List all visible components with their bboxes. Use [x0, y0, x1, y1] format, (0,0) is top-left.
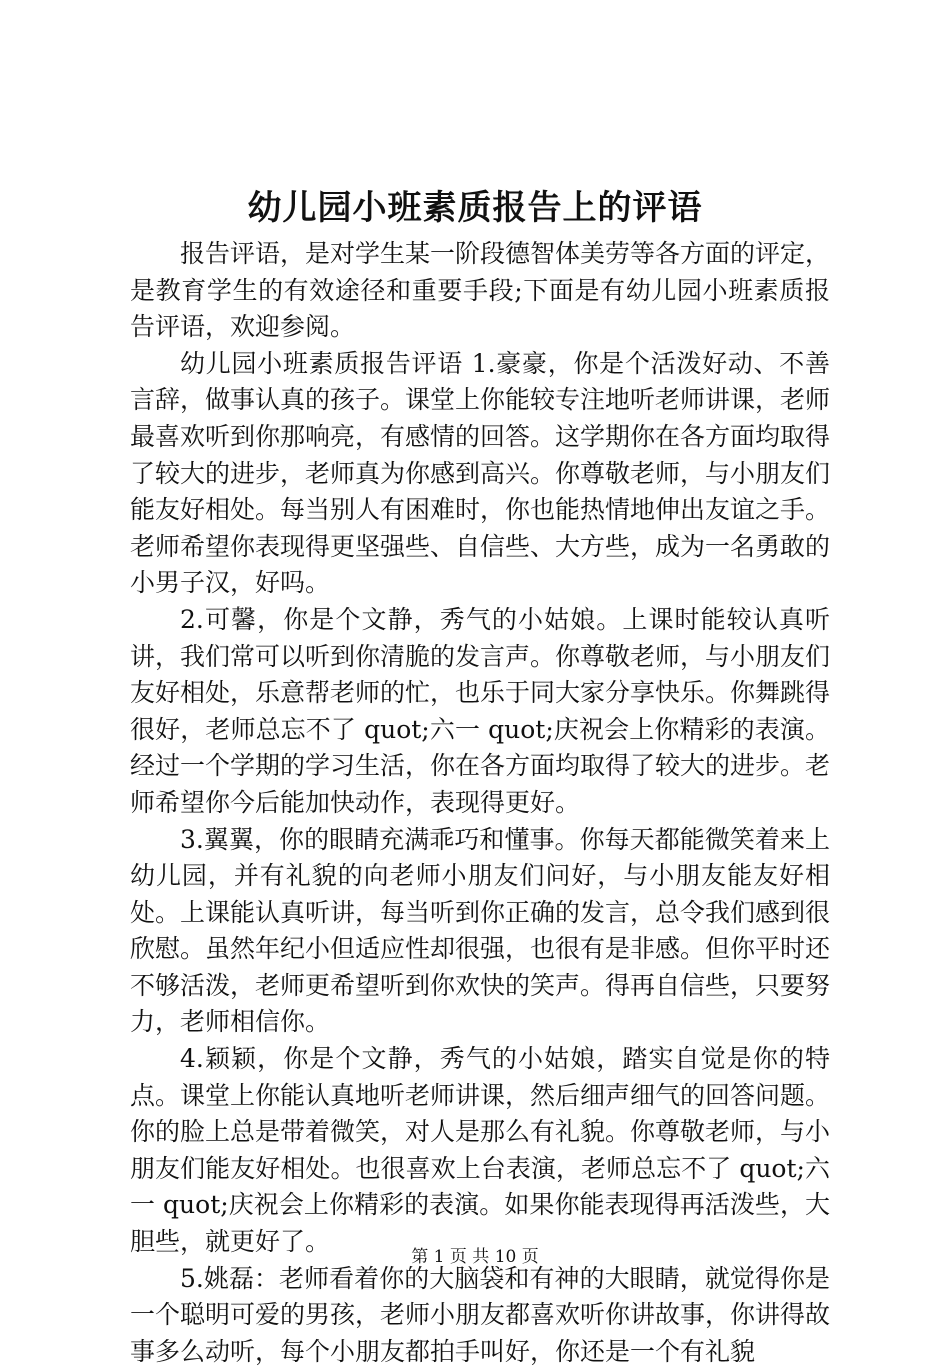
paragraph-comment-5: 5.姚磊：老师看着你的大脑袋和有神的大眼睛，就觉得你是一个聪明可爱的男孩，老师小朋友都喜欢听你讲故事，你讲得故事多么动听，每个小朋友都拍手叫好，你还是一个有礼貌: [130, 1263, 831, 1366]
page-number-footer: 第 1 页 共 10 页: [411, 1247, 539, 1267]
document-title: 幼儿园小班素质报告上的评语: [247, 188, 703, 228]
paragraph-comment-1: 幼儿园小班素质报告评语 1.豪豪，你是个活泼好动、不善言辞，做事认真的孩子。课堂上你能较专注地听老师讲课，老师最喜欢听到你那响亮，有感情的回答。这学期你在各方面均取得了较大的进步，老师真为你感到高兴。你尊敬老师，与小朋友们能友好相处。每当别人有困难时，你也能热情地伸出友谊之手。老师希望你表现得更坚强些、自信些、大方些，成为一名勇敢的小男子汉，好吗。: [130, 348, 831, 598]
paragraph-comment-3: 3.翼翼，你的眼睛充满乖巧和懂事。你每天都能微笑着来上幼儿园，并有礼貌的向老师小朋友们问好，与小朋友能友好相处。上课能认真听讲，每当听到你正确的发言，总令我们感到很欣慰。虽然年纪小但适应性却很强，也很有是非感。但你平时还不够活泼，老师更希望听到你欢快的笑声。得再自信些，只要努力，老师相信你。: [130, 824, 831, 1037]
paragraph-comment-4: 4.颖颖，你是个文静，秀气的小姑娘，踏实自觉是你的特点。课堂上你能认真地听老师讲课，然后细声细气的回答问题。你的脸上总是带着微笑，对人是那么有礼貌。你尊敬老师，与小朋友们能友好相处。也很喜欢上台表演，老师总忘不了 quot;六一 quot;庆祝会上你精彩的表演。如果你能表现得再活泼些，大胆些，就更好了。: [130, 1044, 831, 1257]
document-body: [130, 236, 830, 1370]
paragraph-intro: 报告评语，是对学生某一阶段德智体美劳等各方面的评定，是教育学生的有效途径和重要手段;下面是有幼儿园小班素质报告评语，欢迎参阅。: [130, 239, 831, 342]
paragraph-comment-2: 2.可馨，你是个文静，秀气的小姑娘。上课时能较认真听讲，我们常可以听到你清脆的发言声。你尊敬老师，与小朋友们友好相处，乐意帮老师的忙，也乐于同大家分享快乐。你舞跳得很好，老师总忘不了 quot;六一 quot;庆祝会上你精彩的表演。经过一个学期的学习生活，你在各方面均取得了较大的进步。老师希望你今后能加快动作，表现得更好。: [130, 604, 831, 817]
